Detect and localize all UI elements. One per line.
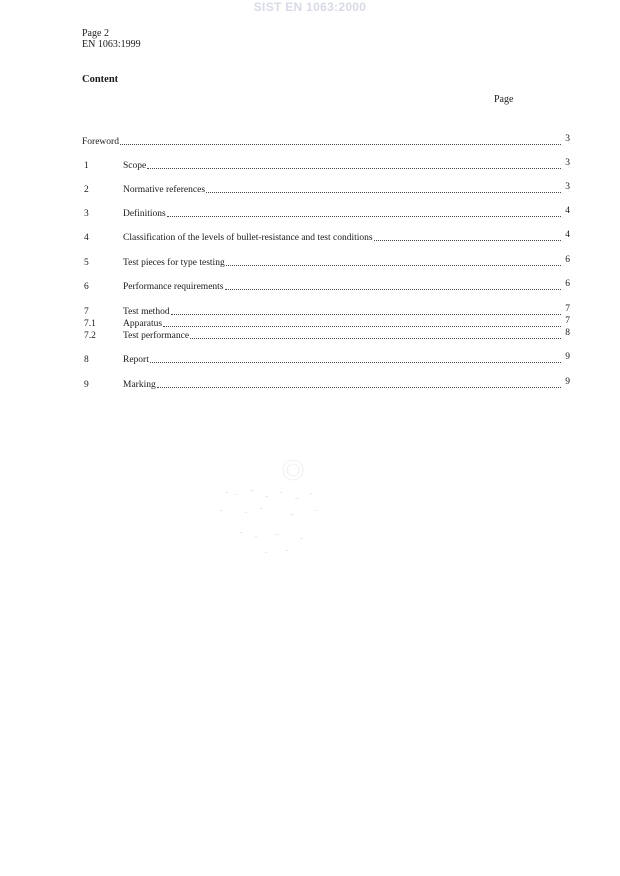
- toc-entry-page: 3: [565, 182, 570, 192]
- toc-entry-page: 6: [565, 279, 570, 289]
- dot-leader: [163, 325, 561, 327]
- toc-entry-label: Report: [123, 355, 149, 365]
- dot-leader: [171, 313, 561, 315]
- toc-entry-page: 6: [565, 255, 570, 265]
- toc-entry-number: 2: [84, 185, 89, 195]
- toc-entry-foreword: [82, 136, 570, 148]
- dot-leader: [190, 337, 561, 339]
- toc-entry-number: 6: [84, 282, 89, 292]
- toc-entry-label: Scope: [123, 161, 147, 171]
- toc-entry-page: 8: [565, 328, 570, 338]
- dot-leader: [120, 143, 561, 145]
- toc-entry-label: Definitions: [123, 209, 166, 219]
- dot-leader: [167, 215, 561, 217]
- toc-entry-label: Normative references: [123, 185, 206, 195]
- toc-entry-page: 7: [565, 304, 570, 314]
- toc-entry-label: Performance requirements: [123, 282, 224, 292]
- toc-entry-test-method: [82, 306, 570, 318]
- watermark-text: SIST EN 1063:2000: [253, 0, 367, 14]
- toc-entry-page: 7: [565, 316, 570, 326]
- toc-entry-test-pieces: [82, 257, 570, 269]
- toc-entry-number: 7: [84, 307, 89, 317]
- toc-entry-label: Apparatus: [123, 319, 163, 329]
- dot-leader: [206, 191, 561, 193]
- toc-entry-page: 9: [565, 377, 570, 387]
- toc-entry-number: 9: [84, 380, 89, 390]
- toc-entry-test-performance: [82, 330, 570, 342]
- toc-entry-number: 7.1: [84, 319, 96, 329]
- toc-entry-label: Test performance: [123, 331, 190, 341]
- toc-entry-performance-requirements: [82, 281, 570, 293]
- toc-entry-apparatus: [82, 318, 570, 330]
- toc-entry-page: 4: [565, 206, 570, 216]
- dot-leader: [225, 288, 562, 290]
- toc-entry-page: 3: [565, 134, 570, 144]
- toc-entry-number: 7.2: [84, 331, 96, 341]
- toc-entry-number: 4: [84, 233, 89, 243]
- toc-entry-definitions: [82, 208, 570, 220]
- toc-entry-page: 3: [565, 158, 570, 168]
- faint-stamp-mark: [205, 452, 355, 572]
- toc-entry-page: 9: [565, 352, 570, 362]
- toc-entry-number: 8: [84, 355, 89, 365]
- toc-entry-normative-references: [82, 184, 570, 196]
- toc-title: Content: [82, 74, 119, 85]
- toc-entry-number: 1: [84, 161, 89, 171]
- document-id: EN 1063:1999: [82, 39, 141, 50]
- toc-entry-label: Test pieces for type testing: [123, 258, 225, 268]
- toc-entry-label: Foreword: [82, 137, 119, 147]
- page-header: [82, 28, 141, 50]
- dot-leader: [226, 264, 561, 266]
- toc-entry-number: 5: [84, 258, 89, 268]
- dot-leader: [150, 361, 561, 363]
- toc-entry-marking: [82, 379, 570, 391]
- toc-entry-report: [82, 354, 570, 366]
- toc-entry-scope: [82, 160, 570, 172]
- dot-leader: [147, 167, 561, 169]
- toc-entry-number: 3: [84, 209, 89, 219]
- toc-entry-page: 4: [565, 230, 570, 240]
- dot-leader: [374, 239, 561, 241]
- toc-entry-label: Marking: [123, 380, 156, 390]
- toc-entry-label: Classification of the levels of bullet-resistance and test conditions: [123, 233, 373, 243]
- page-column-label: Page: [494, 94, 514, 105]
- dot-leader: [157, 386, 561, 388]
- toc-entry-label: Test method: [123, 307, 170, 317]
- page-number: Page 2: [82, 28, 109, 39]
- toc-entry-classification: [82, 232, 570, 244]
